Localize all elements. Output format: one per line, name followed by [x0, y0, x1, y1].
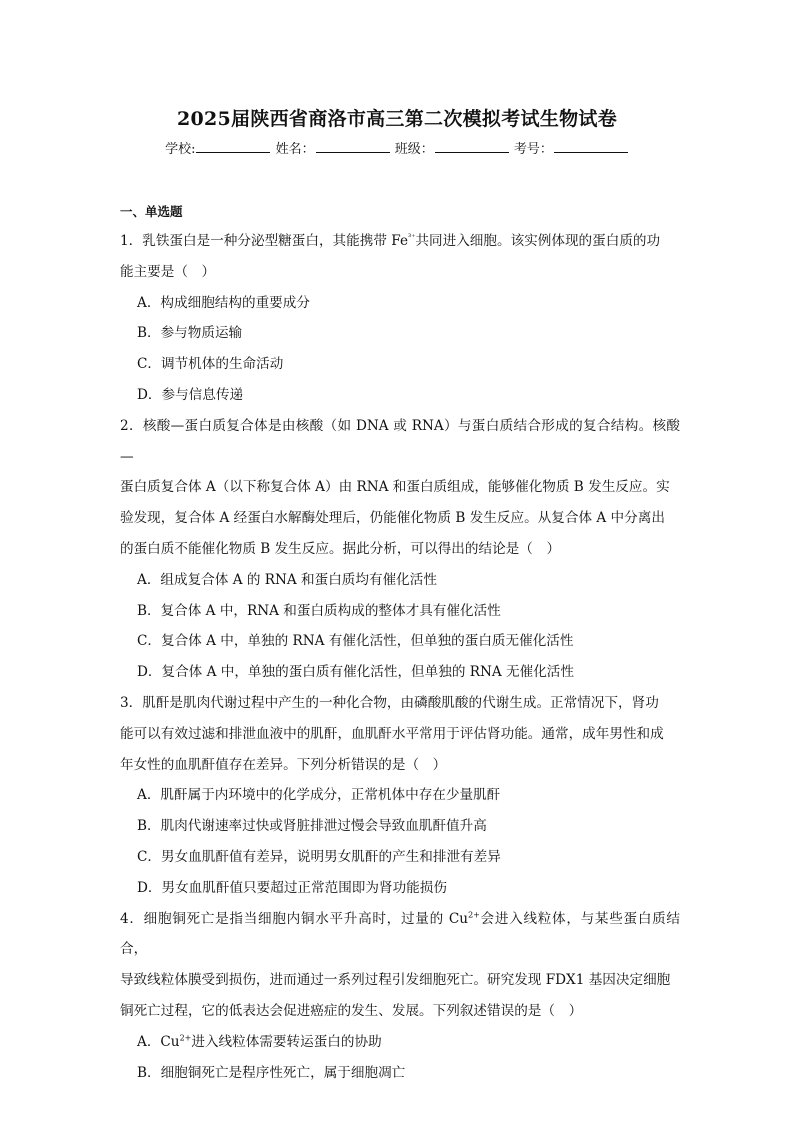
option-d[interactable]: D．男女血肌酐值只要超过正常范围即为肾功能损伤	[137, 879, 447, 896]
question-stem-line: 能主要是（ ）	[120, 263, 216, 280]
question-4	[120, 904, 680, 1089]
school-label: 学校:	[165, 142, 196, 157]
student-info-line	[0, 138, 794, 157]
name-blank[interactable]	[316, 140, 390, 153]
option-d[interactable]: D．参与信息传递	[137, 386, 244, 403]
class-blank[interactable]	[435, 140, 509, 153]
question-stem-line: 的蛋白质不能催化物质 B 发生反应。据此分析，可以得出的结论是（ ）	[120, 540, 561, 557]
question-stem-line: 铜死亡过程，它的低表达会促进癌症的发生、发展。下列叙述错误的是（ ）	[120, 1002, 583, 1019]
name-label: 姓名：	[275, 142, 315, 157]
question-3	[120, 688, 680, 904]
question-stem-line: 导致线粒体膜受到损伤，进而通过一系列过程引发细胞死亡。研究发现 FDX1 基因决定细胞	[120, 972, 671, 989]
question-stem-line: 验发现，复合体 A 经蛋白水解酶处理后，仍能催化物质 B 发生反应。从复合体 A 中分离出	[120, 510, 665, 527]
option-d[interactable]: D．复合体 A 中，单独的蛋白质有催化活性，但单独的 RNA 无催化活性	[137, 664, 574, 681]
question-stem: 4．细胞铜死亡是指当细胞内铜水平升高时，过量的 $Cu^{2+}$会进入线粒体，与某些蛋白质结合，	[120, 910, 681, 958]
question-2	[120, 411, 680, 688]
option-a[interactable]: A．肌酐属于内环境中的化学成分，正常机体中存在少量肌酐	[137, 787, 501, 804]
option-b[interactable]: B．肌肉代谢速率过快或肾脏排泄过慢会导致血肌酐值升高	[137, 818, 487, 835]
option-c[interactable]: C．调节机体的生命活动	[137, 356, 284, 373]
option-b[interactable]: B．复合体 A 中，RNA 和蛋白质构成的整体才具有催化活性	[137, 602, 501, 619]
question-stem-line: 3．肌酐是肌肉代谢过程中产生的一种化合物，由磷酸肌酸的代谢生成。正常情况下，肾功	[120, 694, 659, 711]
option-b[interactable]: B．细胞铜死亡是程序性死亡，属于细胞凋亡	[137, 1064, 406, 1081]
question-1	[120, 226, 680, 411]
number-label: 考号：	[513, 142, 553, 157]
option-a[interactable]: A．$Cu^{2+}$进入线粒体需要转运蛋白的协助	[137, 1033, 382, 1050]
question-stem-line: 蛋白质复合体 A（以下称复合体 A）由 RNA 和蛋白质组成，能够催化物质 B 发生反应。实	[120, 479, 670, 496]
option-c[interactable]: C．复合体 A 中，单独的 RNA 有催化活性，但单独的蛋白质无催化活性	[137, 633, 574, 650]
question-stem-line: 能可以有效过滤和排泄血液中的肌酐，血肌酐水平常用于评估肾功能。通常，成年男性和成	[120, 725, 664, 742]
option-a[interactable]: A．构成细胞结构的重要成分	[137, 294, 310, 311]
option-a[interactable]: A．组成复合体 A 的 RNA 和蛋白质均有催化活性	[137, 571, 437, 588]
section-title: 一、单选题	[120, 204, 183, 219]
school-blank[interactable]	[196, 140, 270, 153]
question-stem-line: 年女性的血肌酐值存在差异。下列分析错误的是（ ）	[120, 756, 447, 773]
question-stem-line: 2．核酸—蛋白质复合体是由核酸（如 DNA 或 RNA）与蛋白质结合形成的复合结构。核酸—	[120, 417, 680, 465]
number-blank[interactable]	[554, 140, 628, 153]
option-c[interactable]: C．男女血肌酐值有差异，说明男女肌酐的产生和排泄有差异	[137, 848, 501, 865]
question-list	[120, 226, 680, 1088]
exam-title: 2025届陕西省商洛市高三第二次模拟考试生物试卷	[176, 108, 618, 130]
question-stem: 1．乳铁蛋白是一种分泌型糖蛋白，其能携带 $Fe^{^{3+}}$共同进入细胞。该实例体现的蛋白质的功	[120, 232, 661, 249]
class-label: 班级：	[394, 142, 434, 157]
option-b[interactable]: B．参与物质运输	[137, 325, 243, 342]
